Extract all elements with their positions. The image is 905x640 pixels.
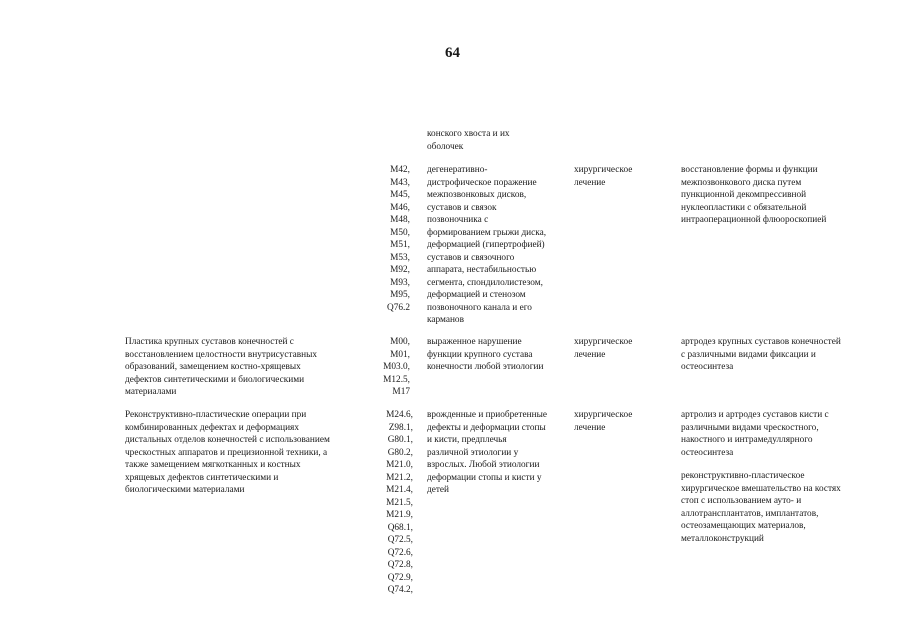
method-cell: восстановление формы и функции межпозвонкового диска путем пункционной декомпрессивной нуклеопластики с обязательной интраоперационной флюороскопией (681, 165, 827, 225)
method-cell: реконструктивно-пластическое хирургическое вмешательство на костях стоп с использованием ауто- и аллотрансплантатов, имплантатов, остеозамещающих материалов, металлоконструкций (681, 471, 841, 544)
diagnosis-cell: конского хвоста и их оболочек (427, 129, 510, 152)
diagnosis-cell: врожденные и приобретенные дефекты и деформации стопы и кисти, предплечья различной этиологии у взрослых. Любой этиологии деформации стопы и кисти у детей (427, 410, 547, 495)
diagnosis-cell: выраженное нарушение функции крупного сустава конечности любой этиологии (427, 337, 544, 372)
procedure-cell: Реконструктивно-пластические операции при комбинированных дефектах и деформациях дистальных отделов конечностей с использованием чрескостных аппаратов и прецизионной техники, а также замещением мягкотканных и костных хрящевых дефектов синтетическими и биологическими материалами (125, 410, 330, 495)
treatment-cell: хирургическое лечение (574, 165, 633, 188)
icd-codes-cell: M42, M43, M45, M46, M48, M50, M51, M53, M92, M93, M95, Q76.2 (387, 165, 410, 313)
method-cell: артролиз и артродез суставов кисти с различными видами чрескостного, накостного и интрамедуллярного остеосинтеза (681, 410, 829, 458)
method-cell: артродез крупных суставов конечностей с различными видами фиксации и остеосинтеза (681, 337, 841, 372)
icd-codes-cell: M00, M01, M03.0, M12.5, M17 (383, 337, 410, 397)
icd-codes-cell: M24.6, Z98.1, G80.1, G80.2, M21.0, M21.2, M21.4, M21.5, M21.9, Q68.1, Q72.5, Q72.6, Q72.8, Q72.9, Q74.2, (386, 410, 413, 595)
diagnosis-cell: дегенеративно- дистрофическое поражение межпозвонковых дисков, суставов и связок позвоночника с формированием грыжи диска, деформацией (гипертрофией) суставов и связочного аппарата, нестабильностью сегмента, спондилолистезом, деформацией и стенозом позвоночного канала и его карманов (427, 165, 547, 325)
procedure-cell: Пластика крупных суставов конечностей с восстановлением целостности внутрисуставных образований, замещением костно-хрящевых дефектов синтетическими и биологическими материалами (125, 337, 318, 397)
page-number: 64 (445, 45, 460, 61)
treatment-cell: хирургическое лечение (574, 337, 633, 360)
treatment-cell: хирургическое лечение (574, 410, 633, 433)
